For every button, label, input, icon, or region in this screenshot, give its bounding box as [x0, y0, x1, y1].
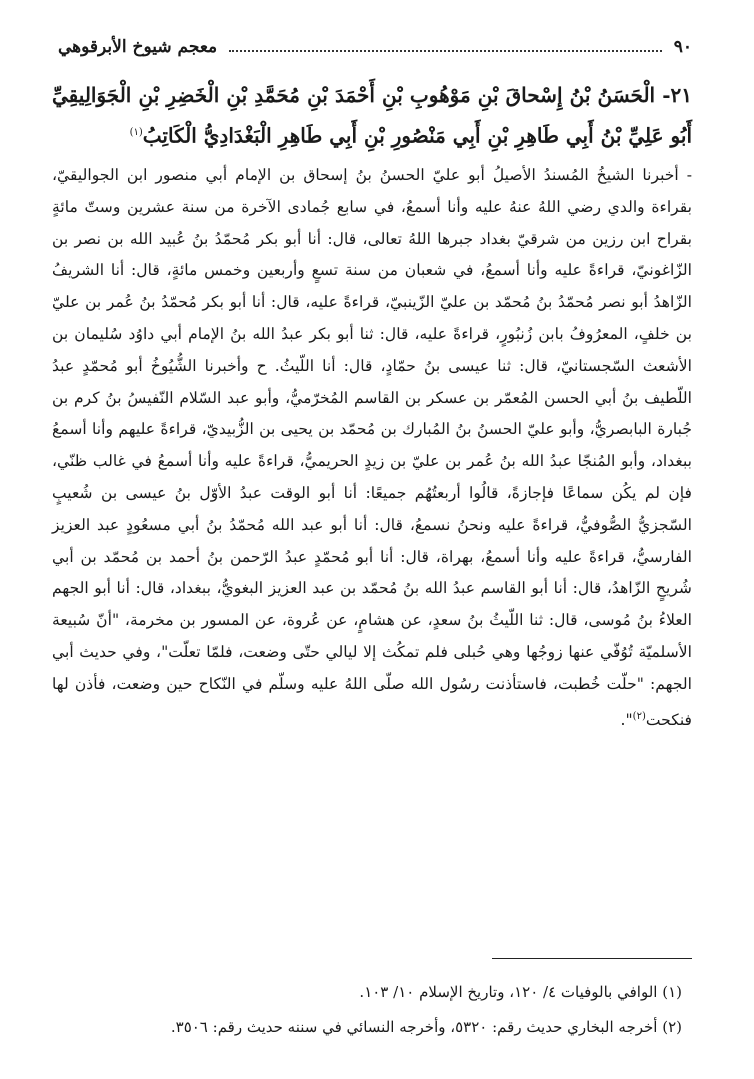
footnote-2: (٢) أخرجه البخاري حديث رقم: ٥٣٢٠، وأخرجه النسائي في سننه حديث رقم: ٣٥٠٦.: [170, 1018, 682, 1036]
header-dotted-leader: [229, 50, 662, 52]
footnote-ref-1: (١): [129, 127, 143, 138]
entry-body-text: - أخبرنا الشيخُ المُسندُ الأصيلُ أبو عليّ الحسنُ بنُ إسحاق بن الإمام أبي منصور ابن الجواليقيّ، بقراءة والدي رضي اللهُ عنهُ عليه وأنا أسمعُ، في سابع جُمادى الآخرة من سنة عشرين وستّ مائةٍ بقراح ابن رزين من شرقيّ بغداد جبرها اللهُ تعالى، قال: أنا أبو بكر مُحمّدُ بنُ عُبيد الله بن نصر بن الزّاغونيّ، قراءةً عليه وأنا أسمعُ، في شعبان من سنة تسعٍ وأربعين وخمس مائةٍ، قال: أنا الشريفُ الزّاهدُ أبو نصر مُحمّدُ بنُ مُحمّد بن عليّ الزّينبيّ، قراءةً عليه، قال: أنا أبو بكر مُحمّدُ بنُ عُمر بن عليّ بن خلفٍ، المعرُوفُ بابن زُنبُورٍ، قراءةً عليه، قال: ثنا أبو بكر عبدُ الله بنُ الإمام أبي داوُد سُليمان بن الأشعث السّجستانيّ، قال: ثنا عيسى بنُ حمّادٍ، قال: أنا اللّيثُ. ح وأخبرنا الشُّيُوخُ أبو مُحمّدٍ عبدُ اللّطيف بنُ أبي الحسن المُعمّر بن عسكر بن القاسم المُخرّميُّ، وأبو عبد السّلام النّفيسُ بنُ كرم بن جُبارة البابصريُّ، وأبو عليّ الحسنُ بنُ المُبارك بن مُحمّد بن يحيى بن الزُّبيديّ، قراءةً عليهم وأنا أسمعُ ببغداد، وأبو المُنجّا عبدُ الله بنُ عُمر بن عليّ بن زيدٍ الحريميُّ، قراءةً عليه وأنا أسمعُ في غالب ظنّي، فإن لم يكُن سماعًا فإجازةً، قالُوا أربعتُهُم جميعًا: أنا أبو الوقت عبدُ الأوّل بنُ عيسى بن شُعيبٍ السّجزيُّ الصُّوفيُّ، قراءةً عليه ونحنُ نسمعُ، قال: أنا أبو عبد الله مُحمّدُ بنُ أبي مسعُودٍ عبد العزيز الفارسيُّ، قراءةً عليه وأنا أسمعُ، بهراة، قال: أنا أبو مُحمّدٍ عبدُ الرّحمن بنُ أحمد بن مُحمّد بن أبي شُريحٍ الزّاهدُ، قال: أنا أبو القاسم عبدُ الله بنُ مُحمّد بن عبد العزيز البغويُّ، ببغداد، قال: أنا أبو الجهم العلاءُ بنُ مُوسى، قال: ثنا اللّيثُ بنُ سعدٍ، عن هشامٍ، عن عُروة، عن المسور بن مخرمة، "أنّ سُبيعة الأسلميّة تُوُفّي عنها زوجُها وهي حُبلى فلم تمكُث إلا ليالي حتّى وضعت، فلمّا تعلّت"، وفي حديث أبي الجهم: "حلّت خُطبت، فاستأذنت رسُول الله صلّى اللهُ عليه وسلّم في النّكاح حين وضعت، فأذن لها فنكحت: [52, 166, 692, 729]
entry-heading: [52, 76, 692, 155]
page-number: ٩٠: [673, 37, 692, 57]
entry-body: [52, 160, 692, 737]
footnote-1: (١) الوافي بالوفيات ٤/ ١٢٠، وتاريخ الإسلام ١٠/ ١٠٣.: [359, 983, 682, 1001]
entry-body-end: ".: [620, 710, 633, 729]
footnote-ref-2: (٢): [632, 710, 646, 722]
entry-heading-text: ٢١- الْحَسَنُ بْنُ إِسْحاقَ بْنِ مَوْهُوبِ بْنِ أَحْمَدَ بْنِ مُحَمَّدِ بْنِ الْخَضِرِ بْنِ الْجَوَالِيقِيِّ أَبُو عَلِيِّ بْنُ أَبِي طَاهِرِ بْنِ أَبِي مَنْصُورِ بْنِ أَبِي طَاهِرِ الْبَغْدَادِيُّ الْكَاتِبُ: [52, 83, 692, 148]
running-header: [58, 34, 692, 60]
footnotes: [52, 975, 682, 1045]
book-title: معجم شيوخ الأبرقوهي: [58, 37, 218, 57]
footnote-separator: [492, 958, 692, 959]
